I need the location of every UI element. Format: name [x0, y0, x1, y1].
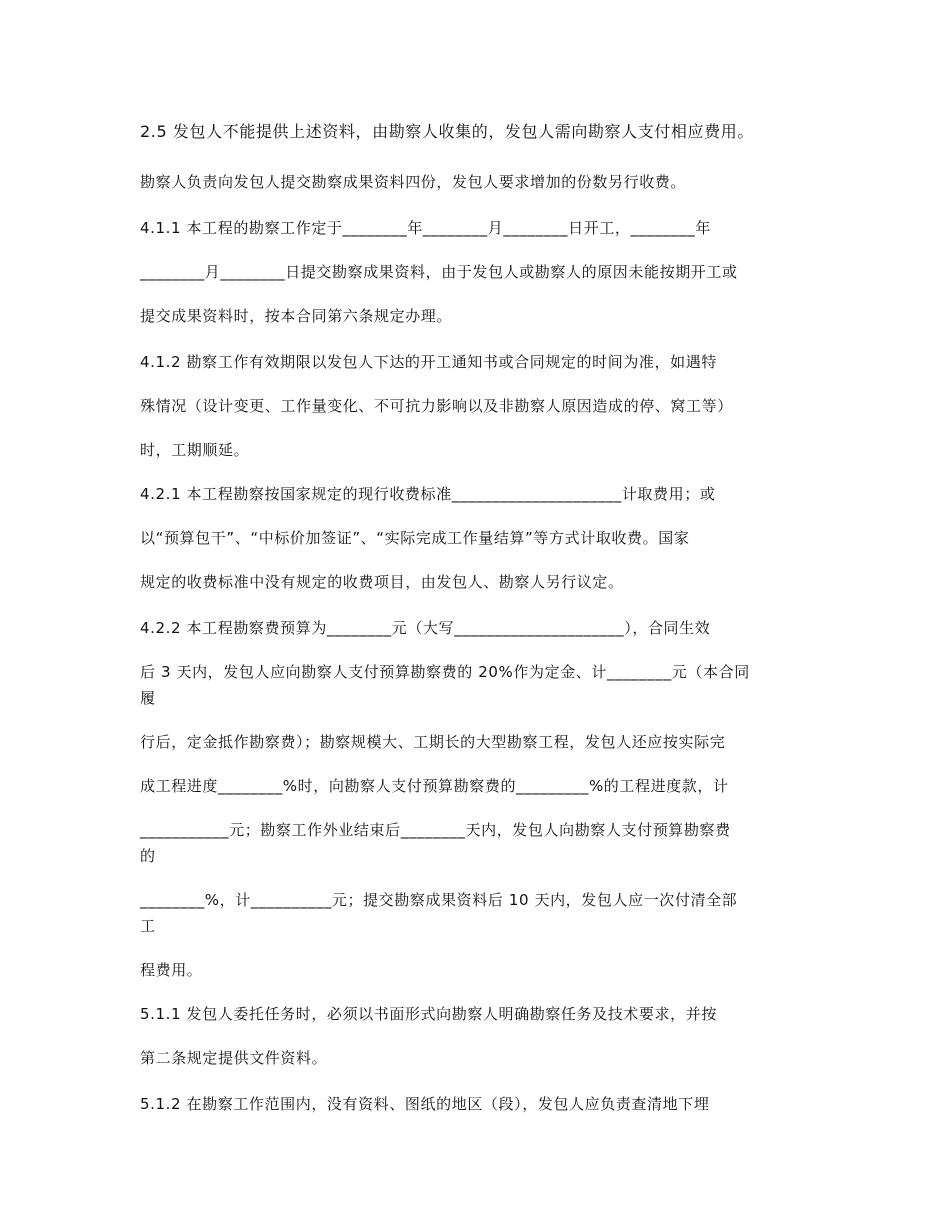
text-line: 提交成果资料时，按本合同第六条规定办理。	[140, 307, 453, 325]
text-line: 2.5 发包人不能提供上述资料，由勘察人收集的，发包人需向勘察人支付相应费用。	[140, 122, 754, 141]
text-line: 成工程进度________%时，向勘察人支付预算勘察费的_________%的工程进度款，计	[140, 777, 729, 795]
text-line: 以“预算包干”、“中标价加签证”、“实际完成工作量结算”等方式计取收费。国家	[140, 529, 690, 547]
text-line: 4.1.2 勘察工作有效期限以发包人下达的开工通知书或合同规定的时间为准，如遇特	[140, 353, 717, 371]
text-line: 工	[140, 917, 156, 935]
text-line: 的	[140, 847, 156, 865]
text-line: 行后，定金抵作勘察费）；勘察规模大、工期长的大型勘察工程，发包人还应按实际完	[140, 733, 726, 751]
text-line: 4.1.1 本工程的勘察工作定于________年________月________日开工，________年	[140, 219, 711, 237]
text-line: 履	[140, 689, 156, 707]
text-line: ___________元；勘察工作外业结束后________天内，发包人向勘察人支付预算勘察费	[140, 821, 731, 839]
text-line: 5.1.1 发包人委托任务时，必须以书面形式向勘察人明确勘察任务及技术要求，并按	[140, 1005, 717, 1023]
text-line: 后 3 天内，发包人应向勘察人支付预算勘察费的 20%作为定金、计________元（本合同	[140, 663, 750, 681]
text-line: 5.1.2 在勘察工作范围内，没有资料、图纸的地区（段），发包人应负责查清地下埋	[140, 1095, 710, 1113]
text-line: 程费用。	[140, 961, 203, 979]
text-line: ________月________日提交勘察成果资料，由于发包人或勘察人的原因未能按期开工或	[140, 263, 738, 281]
text-line: 规定的收费标准中没有规定的收费项目，由发包人、勘察人另行议定。	[140, 573, 624, 591]
text-line: 时，工期顺延。	[140, 441, 250, 459]
text-line: ________%，计__________元；提交勘察成果资料后 10 天内，发包人应一次付清全部	[140, 891, 738, 909]
text-line: 4.2.2 本工程勘察费预算为________元（大写_____________________），合同生效	[140, 619, 711, 637]
text-line: 4.2.1 本工程勘察按国家规定的现行收费标准_____________________计取费用；或	[140, 485, 716, 503]
text-line: 勘察人负责向发包人提交勘察成果资料四份，发包人要求增加的份数另行收费。	[140, 173, 687, 191]
text-line: 殊情况（设计变更、工作量变化、不可抗力影响以及非勘察人原因造成的停、窝工等）	[140, 397, 733, 415]
text-line: 第二条规定提供文件资料。	[140, 1049, 328, 1067]
